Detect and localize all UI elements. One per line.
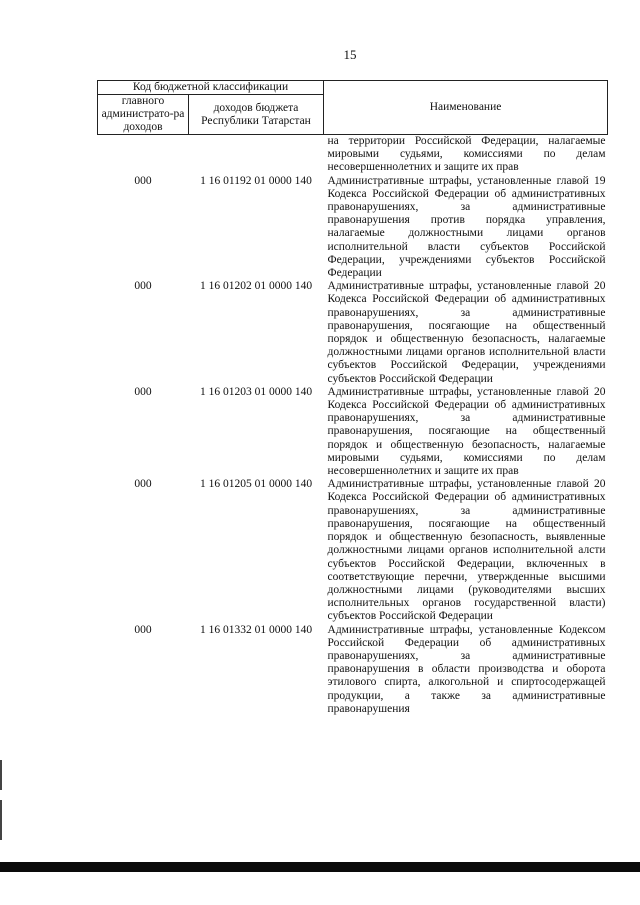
income-code-cell: 1 16 01202 01 0000 140 [199, 280, 313, 293]
scan-margin-mark [0, 800, 2, 840]
page-number: 15 [343, 47, 357, 62]
scan-bottom-edge [0, 862, 640, 872]
table-row [98, 478, 608, 623]
header-name-column: Наименование [324, 81, 608, 135]
table-row [98, 280, 608, 386]
name-cell: Административные штрафы, установленные главой 20 Кодекса Российской Федерации об административных правонарушениях, за административные правонарушения, посягающие на общественный порядок и общественную безопасность, налагаемые должностными лицами органов исполнительной власти субъектов Российской Федерации, учреждениями субъектов Российской Федерации [327, 280, 606, 385]
table-row [98, 175, 608, 281]
name-cell: Административные штрафы, установленные главой 19 Кодекса Российской Федерации об административных правонарушениях, за административные правонарушения против порядка управления, налагаемые должностными лицами органов исполнительной власти субъектов Российской Федерации, учреждениями субъектов Российской Федерации [327, 174, 606, 280]
header-admin-column: главного администрато-ра доходов [98, 95, 189, 135]
income-code-cell: 1 16 01205 01 0000 140 [199, 478, 313, 491]
admin-code-cell: 000 [134, 174, 152, 187]
name-cell: Административные штрафы, установленные Кодексом Российской Федерации об административных правонарушениях, за административные правонарушения в области производства и оборота этилового спирта, алкогольной и спиртосодержащей продукции, а также за административные правонарушения [327, 623, 606, 715]
income-code-cell: 1 16 01332 01 0000 140 [199, 623, 313, 636]
admin-code-cell [98, 135, 189, 175]
table-row [98, 135, 608, 175]
income-code-cell [189, 135, 324, 175]
table-row [98, 624, 608, 716]
budget-classification-table [97, 80, 608, 716]
name-cell: Административные штрафы, установленные главой 20 Кодекса Российской Федерации об административных правонарушениях, за административные правонарушения, посягающие на общественный порядок и общественную безопасность, налагаемые мировыми судьями, комиссиями по делам несовершеннолетних и защите их прав [327, 385, 606, 478]
income-code-cell: 1 16 01192 01 0000 140 [200, 174, 312, 187]
table-row [98, 386, 608, 478]
name-cell: на территории Российской Федерации, налагаемые мировыми судьями, комиссиями по делам несовершеннолетних и защите их прав [327, 135, 606, 174]
scan-margin-mark [0, 760, 2, 790]
income-code-cell: 1 16 01203 01 0000 140 [199, 385, 313, 398]
header-income-column: доходов бюджета Республики Татарстан [189, 95, 324, 135]
admin-code-cell: 000 [134, 478, 152, 491]
name-cell: Административные штрафы, установленные главой 20 Кодекса Российской Федерации об административных правонарушениях, за административные правонарушения, посягающие на общественный порядок и общественную безопасность, выявленные должностными лицами органов исполнительной алсти субъектов Российской Федерации, включенных в соответствующие перечни, утвержденные высшими должностными лицами (руководителями высших исполнительных органов государственной власти) субъектов Российской Федерации [327, 478, 606, 623]
admin-code-cell: 000 [134, 280, 152, 293]
admin-code-cell: 000 [134, 623, 152, 636]
admin-code-cell: 000 [134, 385, 152, 398]
header-group-label: Код бюджетной классификации [98, 81, 324, 95]
